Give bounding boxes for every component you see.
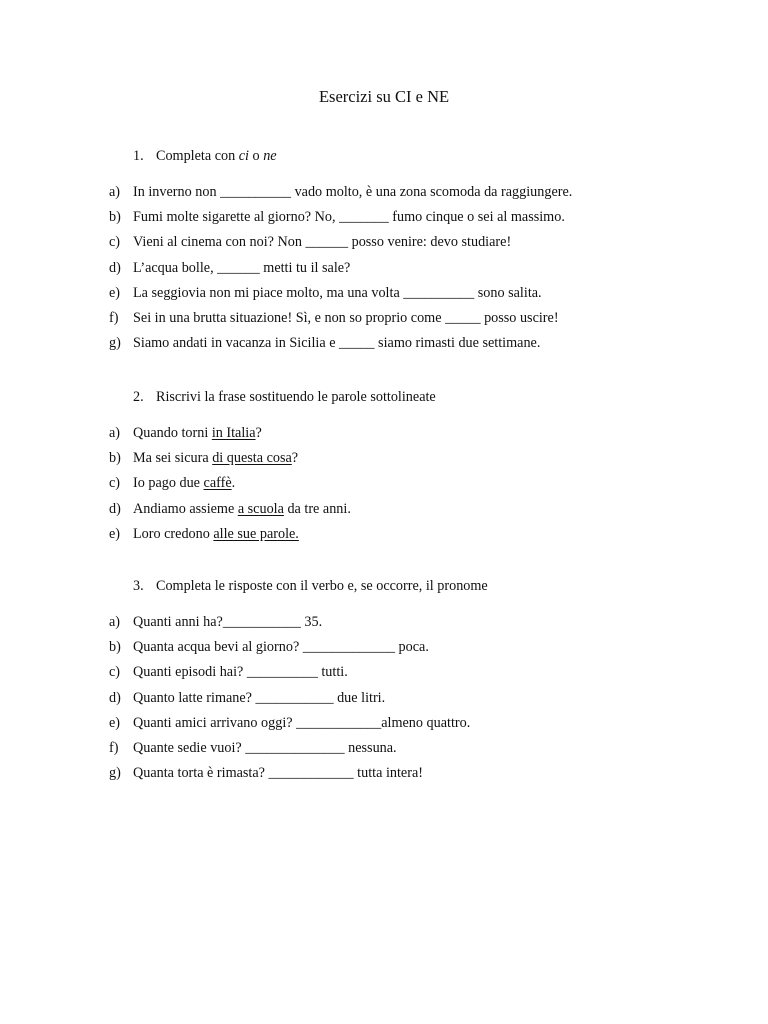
item-letter: d) <box>109 259 121 276</box>
item-text: Quanti anni ha?___________ 35. <box>133 614 323 630</box>
item-letter: b) <box>109 450 121 467</box>
item-letter: g) <box>109 335 121 352</box>
item-letter: e) <box>109 525 121 542</box>
underlined-phrase: alle sue parole. <box>213 525 299 542</box>
exercise-2-list <box>109 424 669 550</box>
item-text: Andiamo assieme <box>133 500 238 517</box>
section-number: 2. <box>133 389 144 405</box>
list-item <box>109 208 669 233</box>
item-letter: b) <box>109 209 121 226</box>
list-item <box>109 259 669 284</box>
list-item <box>109 233 669 258</box>
list-item <box>109 714 669 739</box>
item-text: Quanti episodi hai? __________ tutti. <box>133 664 348 681</box>
underlined-phrase: in Italia <box>211 425 256 441</box>
item-letter: e) <box>109 714 121 731</box>
item-letter: g) <box>109 765 121 782</box>
exercise-1-list <box>109 183 669 359</box>
item-text: Quante sedie vuoi? ______________ nessuna. <box>133 739 397 756</box>
section-2-heading <box>133 388 436 406</box>
list-item <box>109 424 669 449</box>
item-letter: c) <box>109 475 121 492</box>
list-item <box>109 764 669 789</box>
heading-text: o <box>249 148 264 164</box>
underlined-phrase: caffè <box>203 475 232 492</box>
heading-italic-ne: ne <box>263 148 277 164</box>
page-title: Esercizi su CI e NE <box>318 87 450 106</box>
heading-text: Completa le risposte con il verbo e, se occorre, il pronome <box>156 578 488 594</box>
item-letter: a) <box>109 425 121 441</box>
item-text: Quanto latte rimane? ___________ due litri. <box>133 689 386 706</box>
underlined-phrase: a scuola <box>237 500 284 517</box>
item-text: . <box>231 475 236 492</box>
list-item <box>109 739 669 764</box>
item-text: Ma sei sicura <box>133 450 213 467</box>
list-item <box>109 449 669 474</box>
list-item <box>109 638 669 663</box>
list-item <box>109 474 669 499</box>
section-number: 3. <box>133 578 144 594</box>
list-item <box>109 525 669 550</box>
item-text: Quanta torta è rimasta? ____________ tutta intera! <box>133 765 423 782</box>
list-item <box>109 334 669 359</box>
section-1-heading <box>133 147 277 165</box>
item-text: Fumi molte sigarette al giorno? No, _______ fumo cinque o sei al massimo. <box>133 209 565 226</box>
heading-text: Riscrivi la frase sostituendo le parole sottolineate <box>156 389 436 405</box>
item-text: Loro credono <box>133 525 214 542</box>
item-text: Siamo andati in vacanza in Sicilia e _____ siamo rimasti due settimane. <box>133 335 541 352</box>
item-letter: a) <box>109 614 121 630</box>
item-text: Quanti amici arrivano oggi? ____________almeno quattro. <box>133 714 471 731</box>
item-text: Vieni al cinema con noi? Non ______ posso venire: devo studiare! <box>133 234 512 251</box>
item-letter: b) <box>109 639 121 656</box>
item-text: ? <box>291 450 299 467</box>
heading-text: Completa con <box>156 148 239 164</box>
list-item <box>109 663 669 688</box>
item-letter: d) <box>109 500 121 517</box>
item-letter: d) <box>109 689 121 706</box>
item-text: Quando torni <box>133 425 212 441</box>
underlined-phrase: di questa cosa <box>212 450 292 467</box>
list-item <box>109 689 669 714</box>
item-letter: a) <box>109 184 121 200</box>
exercise-3-list <box>109 613 669 789</box>
item-text: ? <box>255 425 262 441</box>
item-text: La seggiovia non mi piace molto, ma una volta __________ sono salita. <box>133 284 542 301</box>
list-item <box>109 284 669 309</box>
section-number: 1. <box>133 148 144 164</box>
item-text: Quanta acqua bevi al giorno? _____________ poca. <box>133 639 429 656</box>
item-letter: e) <box>109 284 121 301</box>
list-item <box>109 309 669 334</box>
item-text: Sei in una brutta situazione! Sì, e non so proprio come _____ posso uscire! <box>133 309 559 326</box>
item-text: In inverno non __________ vado molto, è una zona scomoda da raggiungere. <box>133 184 573 200</box>
item-text: da tre anni. <box>283 500 351 517</box>
item-text: L’acqua bolle, ______ metti tu il sale? <box>133 259 351 276</box>
section-3-heading <box>133 577 488 595</box>
list-item <box>109 613 669 638</box>
item-letter: f) <box>109 309 119 326</box>
item-letter: c) <box>109 664 121 681</box>
heading-italic-ci: ci <box>238 148 249 164</box>
item-letter: f) <box>109 739 119 756</box>
item-letter: c) <box>109 234 121 251</box>
item-text: Io pago due <box>133 475 204 492</box>
list-item <box>109 500 669 525</box>
list-item <box>109 183 669 208</box>
